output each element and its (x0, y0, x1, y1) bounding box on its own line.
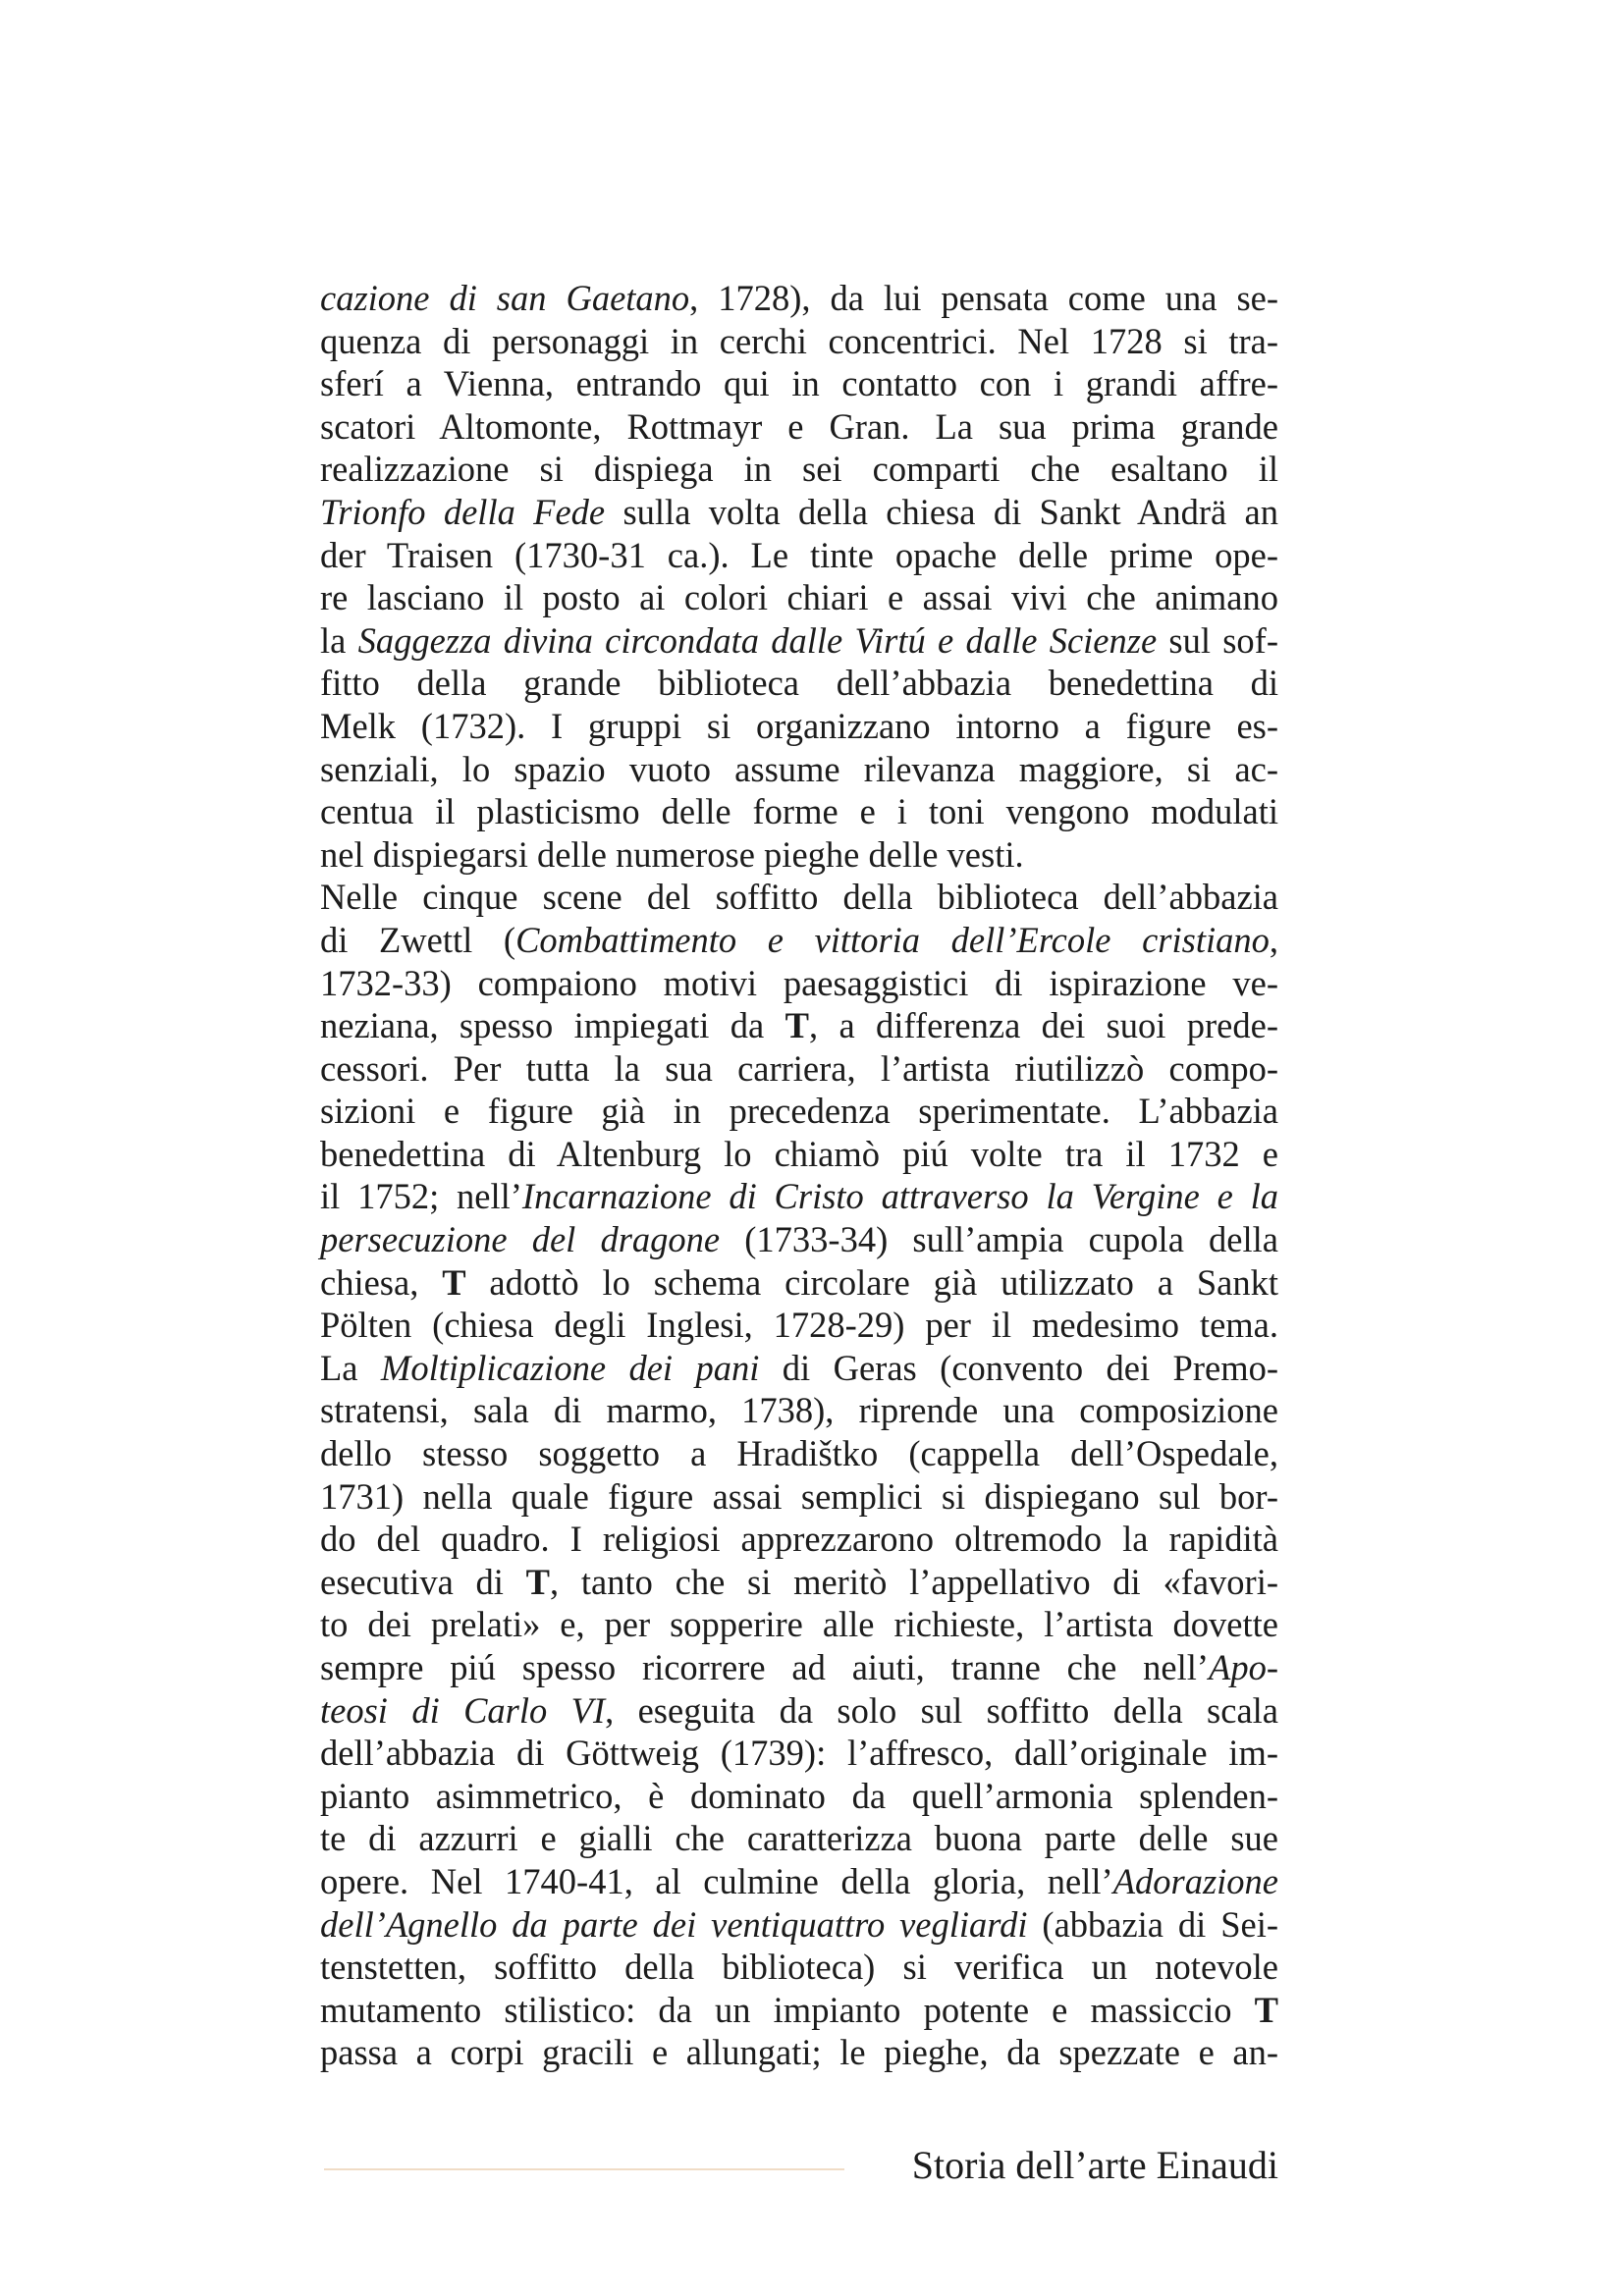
text-segment: passa a corpi gracili e allungati; le pieghe, da spezzate e an- (320, 2032, 1278, 2073)
text-line (320, 962, 1278, 1005)
text-line (320, 1004, 1278, 1047)
text-line (320, 1047, 1278, 1091)
text-line (320, 1261, 1278, 1305)
bold-initial: T (442, 1261, 466, 1303)
text-line (320, 833, 1278, 877)
text-line (320, 1946, 1278, 1989)
italic-title: Moltiplicazione dei pani (380, 1347, 760, 1388)
text-line (320, 1218, 1278, 1261)
text-segment: sul sof- (1157, 619, 1278, 661)
text-segment: tenstetten, soffitto della biblioteca) si verifica un notevole (320, 1947, 1278, 1988)
text-segment: stratensi, sala di marmo, 1738), riprende una composizione (320, 1390, 1278, 1431)
text-line (320, 919, 1278, 962)
text-line (320, 320, 1278, 363)
text-line (320, 1389, 1278, 1432)
bold-initial: T (784, 1005, 809, 1046)
text-segment: te di azzurri e gialli che caratterizza buona parte delle sue (320, 1818, 1278, 1859)
text-segment: chiesa, (320, 1261, 443, 1303)
text-segment: dell’abbazia di Göttweig (1739): l’affresco, dall’originale im- (320, 1733, 1278, 1774)
text-segment: centua il plasticismo delle forme e i toni vengono modulati (320, 791, 1278, 832)
text-segment: Nelle cinque scene del soffitto della biblioteca dell’abbazia (320, 877, 1278, 918)
text-segment: scatori Altomonte, Rottmayr e Gran. La sua prima grande (320, 405, 1278, 447)
text-segment: sempre piú spesso ricorrere ad aiuti, tranne che nell’ (320, 1647, 1210, 1687)
text-segment: 1732-33) compaiono motivi paesaggistici di ispirazione ve- (320, 962, 1278, 1003)
text-segment: , (1269, 919, 1278, 960)
text-segment: (1733-34) sull’ampia cupola della (720, 1219, 1278, 1260)
text-segment: re lasciano il posto ai colori chiari e assai vivi che animano (320, 577, 1278, 618)
text-line (320, 1603, 1278, 1646)
text-line (320, 448, 1278, 491)
text-segment: , tanto che si meritò l’appellativo di «favori- (550, 1561, 1278, 1602)
text-segment: 1731) nella quale figure assai semplici si dispiegano sul bor- (320, 1475, 1278, 1517)
text-line (320, 705, 1278, 748)
text-line (320, 1903, 1278, 1947)
text-line (320, 1304, 1278, 1347)
text-line (320, 1518, 1278, 1561)
text-segment: pianto asimmetrico, è dominato da quell’armonia splenden- (320, 1775, 1278, 1816)
footer-title: Storia dell’arte Einaudi (911, 2143, 1278, 2187)
text-line (320, 1347, 1278, 1390)
text-line (320, 362, 1278, 405)
text-segment: (abbazia di Sei- (1027, 1903, 1278, 1945)
italic-title: Trionfo della Fede (320, 491, 606, 532)
text-line (320, 1475, 1278, 1519)
text-line (320, 1133, 1278, 1176)
text-line (320, 1090, 1278, 1133)
text-segment: sizioni e figure già in precedenza sperimentate. L’abbazia (320, 1091, 1278, 1132)
text-segment: il 1752; nell’ (320, 1176, 522, 1217)
text-segment: La (320, 1347, 381, 1388)
text-line (320, 748, 1278, 791)
text-segment: , eseguita da solo sul soffitto della scala (605, 1689, 1279, 1731)
text-segment: , 1728), da lui pensata come una se- (689, 278, 1279, 318)
text-line (320, 662, 1278, 705)
text-segment: sferí a Vienna, entrando qui in contatto con i grandi affre- (320, 363, 1278, 404)
text-segment: Pölten (chiesa degli Inglesi, 1728-29) per il medesimo tema. (320, 1305, 1278, 1346)
text-line (320, 1561, 1278, 1604)
text-segment: fitto della grande biblioteca dell’abbazia benedettina di (320, 663, 1278, 704)
text-line (320, 1432, 1278, 1475)
text-segment: adottò lo schema circolare già utilizzato a Sankt (465, 1261, 1278, 1303)
italic-title: Incarnazione di Cristo attraverso la Vergine e la (521, 1176, 1278, 1217)
text-segment: der Traisen (1730-31 ca.). Le tinte opache delle prime ope- (320, 534, 1278, 575)
text-line (320, 405, 1278, 449)
italic-title: Combattimento e vittoria dell’Ercole cristiano (515, 919, 1270, 960)
text-segment: senziali, lo spazio vuoto assume rilevanza maggiore, si ac- (320, 748, 1278, 789)
text-segment: opere. Nel 1740-41, al culmine della gloria, nell’ (320, 1860, 1113, 1901)
bold-initial: T (1254, 1989, 1278, 2030)
text-line (320, 1860, 1278, 1903)
text-line (320, 1646, 1278, 1689)
text-segment: neziana, spesso impiegati da (320, 1005, 785, 1046)
text-segment: la (320, 619, 358, 661)
text-line (320, 1775, 1278, 1818)
text-line (320, 790, 1278, 833)
text-segment: benedettina di Altenburg lo chiamò piú volte tra il 1732 e (320, 1133, 1278, 1174)
text-line (320, 1817, 1278, 1860)
text-segment: nel dispiegarsi delle numerose pieghe delle vesti. (320, 833, 1024, 875)
text-segment: di Geras (convento dei Premo- (759, 1347, 1279, 1388)
bold-initial: T (525, 1561, 551, 1602)
footer-rule (324, 2168, 844, 2170)
text-segment: mutamento stilistico: da un impianto potente e massiccio (320, 1989, 1255, 2030)
text-line (320, 534, 1278, 577)
italic-title: teosi di Carlo VI (320, 1689, 606, 1731)
italic-title: Apo- (1209, 1647, 1278, 1687)
text-line (320, 619, 1278, 663)
text-line (320, 2031, 1278, 2074)
text-segment: do del quadro. I religiosi apprezzarono oltremodo la rapidità (320, 1519, 1278, 1560)
text-line (320, 491, 1278, 534)
text-line (320, 1175, 1278, 1218)
text-segment: realizzazione si dispiega in sei comparti che esaltano il (320, 449, 1278, 490)
text-segment: Melk (1732). I gruppi si organizzano intorno a figure es- (320, 705, 1278, 746)
italic-title: dell’Agnello da parte dei ventiquattro vegliardi (320, 1903, 1028, 1945)
text-line (320, 1732, 1278, 1775)
text-line (320, 576, 1278, 619)
text-segment: quenza di personaggi in cerchi concentrici. Nel 1728 si tra- (320, 320, 1278, 361)
italic-title: cazione di san Gaetano (320, 278, 690, 318)
text-segment: di Zwettl ( (320, 919, 516, 960)
text-segment: to dei prelati» e, per sopperire alle richieste, l’artista dovette (320, 1604, 1278, 1645)
text-segment: cessori. Per tutta la sua carriera, l’artista riutilizzò compo- (320, 1047, 1278, 1089)
text-segment: , a differenza dei suoi prede- (808, 1005, 1278, 1046)
text-line (320, 1989, 1278, 2032)
text-segment: sulla volta della chiesa di Sankt Andrä an (605, 491, 1279, 532)
body-text (320, 277, 1278, 2074)
italic-title: persecuzione del dragone (320, 1219, 721, 1260)
text-segment: dello stesso soggetto a Hradištko (cappella dell’Ospedale, (320, 1433, 1278, 1474)
text-segment: esecutiva di (320, 1561, 526, 1602)
italic-title: Adorazione (1112, 1860, 1278, 1901)
text-line (320, 876, 1278, 919)
text-line (320, 1689, 1278, 1733)
text-line (320, 277, 1278, 320)
italic-title: Saggezza divina circondata dalle Virtú e dalle Scienze (357, 619, 1158, 661)
